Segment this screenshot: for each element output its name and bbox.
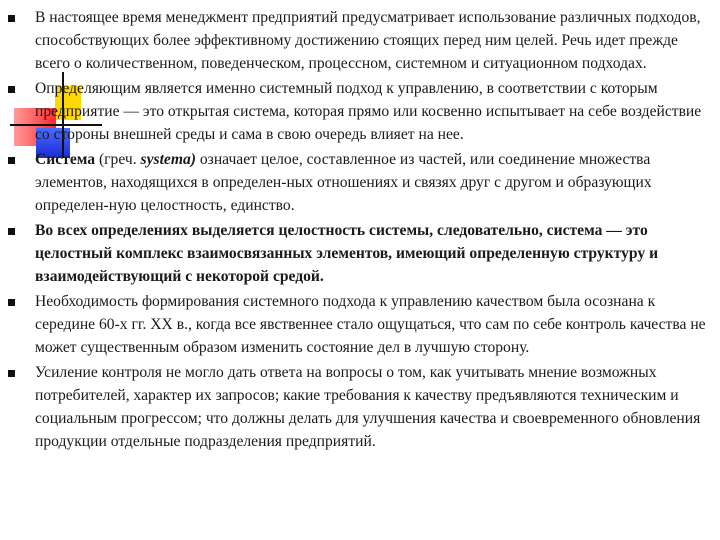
- slide-body: [0, 6, 712, 455]
- square-bullet-icon: [8, 228, 15, 235]
- bullet-item: [0, 6, 712, 75]
- bullet-text: Определяющим является именно системный подход к управлению, в соответствии с которым предприятие — это открытая система, которая прямо или косвенно испытывает на себе воздействие со стороны внешней среды и сама в свою очередь влияет на нее.: [35, 80, 702, 143]
- bullet-text: Во всех определениях выделяется целостность системы, следовательно, система — это целостный комплекс взаимосвязанных элементов, имеющий определенную структуру и взаимодействующий с некоторой средой.: [35, 222, 659, 285]
- square-bullet-icon: [8, 370, 15, 377]
- term-origin-prefix: (греч.: [95, 151, 141, 168]
- square-bullet-icon: [8, 157, 15, 164]
- square-bullet-icon: [8, 86, 15, 93]
- bullet-item: [0, 77, 712, 146]
- square-bullet-icon: [8, 15, 15, 22]
- term-greek-word: systema): [140, 151, 196, 168]
- bullet-text: Усиление контроля не могло дать ответа на вопросы о том, как учитывать мнение возможных потребителей, характер их запросов; какие требования к качеству предъявляются техническим и социальным прогрессом; что должны делать для улучшения качества и своевременного обновления продукции отдельные подразделения предприятий.: [35, 364, 701, 450]
- bullet-text: Необходимость формирования системного подхода к управлению качеством была осознана к середине 60-х гг. XX в., когда все явственнее стало ощущаться, что сам по себе контроль качества не может существенным образом изменить состояние дел в лучшую сторону.: [35, 293, 706, 356]
- bullet-item: [0, 361, 712, 453]
- bullet-item: [0, 219, 712, 288]
- square-bullet-icon: [8, 299, 15, 306]
- bullet-text: означает целое, составленное из частей, или соединение множества элементов, находящихся в определен-ных отношениях и связях друг с другом и образующих определен-ную целостность, единство.: [35, 151, 652, 214]
- bullet-item: [0, 290, 712, 359]
- term-system: Система: [35, 151, 96, 168]
- bullet-text: В настоящее время менеджмент предприятий предусматривает использование различных подходов, способствующих более эффективному достижению стоящих перед ним целей. Речь идет прежде всего о количественном, поведенческом, процессном, системном и ситуационном подходах.: [35, 9, 701, 72]
- bullet-item: [0, 148, 712, 217]
